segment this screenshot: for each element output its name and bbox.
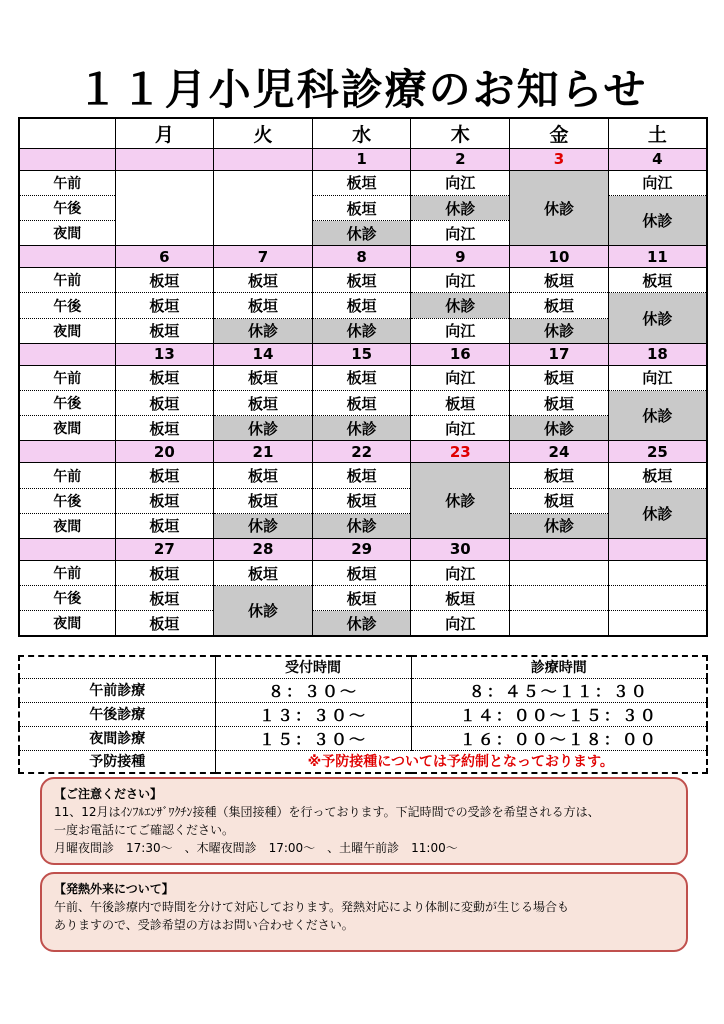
slot-row xyxy=(19,463,707,488)
treatment-time: １６：００～１８：００ xyxy=(411,726,707,750)
doctor-cell: 板垣 xyxy=(312,586,411,611)
closed-cell: 休診 xyxy=(608,488,707,538)
closed-cell: 休診 xyxy=(411,463,510,538)
slot-row xyxy=(19,293,707,318)
caution-notice xyxy=(40,777,688,865)
doctor-cell: 板垣 xyxy=(608,268,707,293)
doctor-cell: 板垣 xyxy=(608,463,707,488)
date-cell: 15 xyxy=(312,343,411,365)
closed-cell: 休診 xyxy=(312,221,411,246)
slot-label-night: 夜間 xyxy=(19,318,115,343)
weekday-wed: 水 xyxy=(312,118,411,148)
closed-cell: 休診 xyxy=(411,293,510,318)
slot-label-afternoon: 午後 xyxy=(19,195,115,220)
date-cell: 20 xyxy=(115,441,214,463)
closed-cell: 休診 xyxy=(608,293,707,343)
date-cell xyxy=(19,148,115,170)
date-row xyxy=(19,441,707,463)
caution-heading: 【ご注意ください】 xyxy=(54,787,163,801)
closed-cell: 休診 xyxy=(214,318,313,343)
date-cell: 29 xyxy=(312,538,411,560)
doctor-cell: 板垣 xyxy=(115,611,214,636)
fever-line: 午前、午後診療内で時間を分けて対応しております。発熱対応により体制に変動が生じる場合も xyxy=(54,900,570,914)
treatment-time: ８：４５～１１：３０ xyxy=(411,678,707,702)
caution-line: 11、12月はｲﾝﾌﾙｴﾝｻﾞﾜｸﾁﾝ接種（集団接種）を行っております。下記時間での受診を希望される方は、 xyxy=(54,805,600,819)
hours-row xyxy=(19,678,707,702)
weekday-fri: 金 xyxy=(510,118,609,148)
weekday-sat: 土 xyxy=(608,118,707,148)
slot-label-afternoon: 午後 xyxy=(19,586,115,611)
doctor-cell: 板垣 xyxy=(115,488,214,513)
date-cell: 11 xyxy=(608,246,707,268)
weekday-tue: 火 xyxy=(214,118,313,148)
reception-header: 受付時間 xyxy=(215,656,411,678)
closed-cell: 休診 xyxy=(510,170,609,245)
slot-label-morning: 午前 xyxy=(19,463,115,488)
date-cell: 8 xyxy=(312,246,411,268)
doctor-cell: 板垣 xyxy=(510,268,609,293)
date-cell: 22 xyxy=(312,441,411,463)
page-title: １１月小児科診療のお知らせ xyxy=(76,65,648,114)
schedule-calendar xyxy=(18,117,708,637)
fever-clinic-notice xyxy=(40,872,688,952)
session-label: 午前診療 xyxy=(19,678,215,702)
slot-row xyxy=(19,416,707,441)
doctor-cell: 板垣 xyxy=(312,488,411,513)
doctor-cell: 板垣 xyxy=(214,293,313,318)
closed-cell: 休診 xyxy=(312,416,411,441)
doctor-cell: 向江 xyxy=(411,365,510,390)
closed-cell: 休診 xyxy=(312,611,411,636)
treatment-header: 診療時間 xyxy=(411,656,707,678)
slot-label-afternoon: 午後 xyxy=(19,488,115,513)
date-cell: 24 xyxy=(510,441,609,463)
slot-row xyxy=(19,268,707,293)
closed-cell: 休診 xyxy=(312,513,411,538)
empty-cell xyxy=(214,170,313,245)
empty-cell xyxy=(510,586,609,611)
slot-label-night: 夜間 xyxy=(19,611,115,636)
slot-label-night: 夜間 xyxy=(19,513,115,538)
date-cell: 1 xyxy=(312,148,411,170)
hours-row xyxy=(19,702,707,726)
date-cell: 21 xyxy=(214,441,313,463)
date-cell: 2 xyxy=(411,148,510,170)
slot-row xyxy=(19,318,707,343)
doctor-cell: 板垣 xyxy=(214,268,313,293)
slot-row xyxy=(19,488,707,513)
date-cell-holiday: 23 xyxy=(411,441,510,463)
slot-label-night: 夜間 xyxy=(19,416,115,441)
doctor-cell: 板垣 xyxy=(411,391,510,416)
slot-row xyxy=(19,560,707,585)
doctor-cell: 板垣 xyxy=(115,416,214,441)
slot-label-morning: 午前 xyxy=(19,268,115,293)
slot-row xyxy=(19,170,707,195)
doctor-cell: 板垣 xyxy=(312,560,411,585)
doctor-cell: 板垣 xyxy=(115,318,214,343)
date-cell: 30 xyxy=(411,538,510,560)
caution-line: 一度お電話にてご確認ください。 xyxy=(54,823,235,837)
doctor-cell: 板垣 xyxy=(510,365,609,390)
hours-header-row xyxy=(19,656,707,678)
date-cell xyxy=(19,441,115,463)
doctor-cell: 板垣 xyxy=(214,365,313,390)
weekday-header-row xyxy=(19,118,707,148)
slot-row xyxy=(19,611,707,636)
hours-header-corner xyxy=(19,656,215,678)
date-cell: 10 xyxy=(510,246,609,268)
closed-cell: 休診 xyxy=(214,586,313,636)
date-row xyxy=(19,148,707,170)
date-cell: 13 xyxy=(115,343,214,365)
caution-line: 月曜夜間診 17:30～ 、木曜夜間診 17:00～ 、土曜午前診 11:00～ xyxy=(54,841,458,855)
empty-cell xyxy=(510,611,609,636)
date-cell: 14 xyxy=(214,343,313,365)
date-row xyxy=(19,246,707,268)
doctor-cell: 板垣 xyxy=(115,268,214,293)
date-cell xyxy=(115,148,214,170)
doctor-cell: 向江 xyxy=(411,318,510,343)
session-label: 午後診療 xyxy=(19,702,215,726)
doctor-cell: 板垣 xyxy=(312,195,411,220)
doctor-cell: 板垣 xyxy=(510,293,609,318)
doctor-cell: 板垣 xyxy=(115,560,214,585)
date-cell xyxy=(510,538,609,560)
doctor-cell: 板垣 xyxy=(312,365,411,390)
date-cell: 6 xyxy=(115,246,214,268)
doctor-cell: 板垣 xyxy=(214,391,313,416)
doctor-cell: 板垣 xyxy=(312,170,411,195)
slot-label-morning: 午前 xyxy=(19,170,115,195)
doctor-cell: 板垣 xyxy=(115,513,214,538)
fever-line: ありますので、受診希望の方はお問い合わせください。 xyxy=(54,918,354,932)
empty-cell xyxy=(510,560,609,585)
weekday-thu: 木 xyxy=(411,118,510,148)
date-cell: 18 xyxy=(608,343,707,365)
doctor-cell: 板垣 xyxy=(411,586,510,611)
hours-table xyxy=(18,655,708,774)
doctor-cell: 板垣 xyxy=(214,488,313,513)
slot-label-night: 夜間 xyxy=(19,221,115,246)
doctor-cell: 板垣 xyxy=(312,293,411,318)
closed-cell: 休診 xyxy=(510,513,609,538)
closed-cell: 休診 xyxy=(411,195,510,220)
vaccination-label: 予防接種 xyxy=(19,750,215,773)
doctor-cell: 向江 xyxy=(608,365,707,390)
slot-row xyxy=(19,391,707,416)
reception-time: ８：３０～ xyxy=(215,678,411,702)
slot-row xyxy=(19,586,707,611)
closed-cell: 休診 xyxy=(214,416,313,441)
date-cell: 17 xyxy=(510,343,609,365)
date-row xyxy=(19,538,707,560)
doctor-cell: 向江 xyxy=(411,611,510,636)
date-cell xyxy=(19,538,115,560)
doctor-cell: 向江 xyxy=(411,416,510,441)
closed-cell: 休診 xyxy=(510,416,609,441)
date-cell-holiday: 3 xyxy=(510,148,609,170)
closed-cell: 休診 xyxy=(510,318,609,343)
doctor-cell: 板垣 xyxy=(510,463,609,488)
date-cell: 7 xyxy=(214,246,313,268)
doctor-cell: 板垣 xyxy=(115,365,214,390)
slot-row xyxy=(19,365,707,390)
doctor-cell: 板垣 xyxy=(312,391,411,416)
slot-label-morning: 午前 xyxy=(19,365,115,390)
treatment-time: １４：００～１５：３０ xyxy=(411,702,707,726)
fever-heading: 【発熱外来について】 xyxy=(54,882,174,896)
header-corner xyxy=(19,118,115,148)
date-cell xyxy=(19,246,115,268)
empty-cell xyxy=(608,586,707,611)
date-cell xyxy=(19,343,115,365)
date-cell: 25 xyxy=(608,441,707,463)
closed-cell: 休診 xyxy=(312,318,411,343)
reception-time: １３：３０～ xyxy=(215,702,411,726)
date-cell xyxy=(214,148,313,170)
session-label: 夜間診療 xyxy=(19,726,215,750)
empty-cell xyxy=(115,170,214,245)
slot-row xyxy=(19,513,707,538)
doctor-cell: 板垣 xyxy=(510,391,609,416)
date-cell: 28 xyxy=(214,538,313,560)
hours-row xyxy=(19,726,707,750)
doctor-cell: 板垣 xyxy=(312,268,411,293)
doctor-cell: 向江 xyxy=(608,170,707,195)
slot-label-afternoon: 午後 xyxy=(19,293,115,318)
slot-label-afternoon: 午後 xyxy=(19,391,115,416)
date-cell: 27 xyxy=(115,538,214,560)
doctor-cell: 板垣 xyxy=(510,488,609,513)
doctor-cell: 向江 xyxy=(411,221,510,246)
closed-cell: 休診 xyxy=(608,391,707,441)
weekday-mon: 月 xyxy=(115,118,214,148)
vaccination-row xyxy=(19,750,707,773)
doctor-cell: 板垣 xyxy=(214,560,313,585)
doctor-cell: 板垣 xyxy=(115,463,214,488)
doctor-cell: 向江 xyxy=(411,268,510,293)
date-row xyxy=(19,343,707,365)
empty-cell xyxy=(608,611,707,636)
slot-label-morning: 午前 xyxy=(19,560,115,585)
closed-cell: 休診 xyxy=(214,513,313,538)
doctor-cell: 板垣 xyxy=(115,586,214,611)
date-cell: 16 xyxy=(411,343,510,365)
doctor-cell: 板垣 xyxy=(312,463,411,488)
empty-cell xyxy=(608,560,707,585)
doctor-cell: 向江 xyxy=(411,560,510,585)
date-cell: 9 xyxy=(411,246,510,268)
closed-cell: 休診 xyxy=(608,195,707,245)
date-cell xyxy=(608,538,707,560)
doctor-cell: 板垣 xyxy=(214,463,313,488)
doctor-cell: 板垣 xyxy=(115,391,214,416)
date-cell: 4 xyxy=(608,148,707,170)
doctor-cell: 向江 xyxy=(411,170,510,195)
doctor-cell: 板垣 xyxy=(115,293,214,318)
reception-time: １５：３０～ xyxy=(215,726,411,750)
vaccination-notice: ※予防接種については予約制となっております。 xyxy=(215,750,707,773)
